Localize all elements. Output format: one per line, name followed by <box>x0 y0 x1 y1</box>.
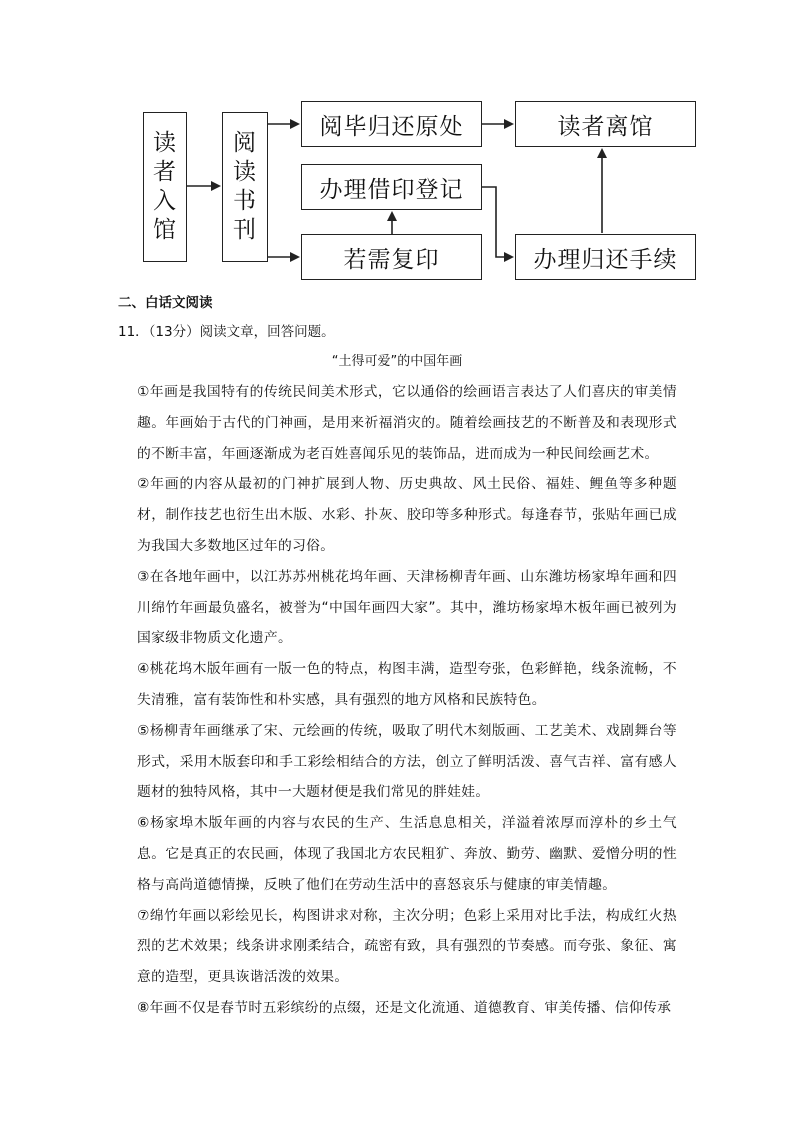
article-paragraph: ②年画的内容从最初的门神扩展到人物、历史典故、风土民俗、福娃、鲤鱼等多种题材，制作技艺也衍生出木版、水彩、扑灰、胶印等多种形式。每逢春节，张贴年画已成为我国大多数地区过年的习俗。 <box>137 476 677 554</box>
box-read-books <box>222 112 268 262</box>
article-paragraph: ③在各地年画中，以江苏苏州桃花坞年画、天津杨柳青年画、山东潍坊杨家埠年画和四川绵竹年画最负盛名，被誉为“中国年画四大家”。其中，潍坊杨家埠木板年画已被列为国家级非物质文化遗产。 <box>137 568 677 647</box>
article-paragraph: ④桃花坞木版年画有一版一色的特点，构图丰满，造型夸张，色彩鲜艳，线条流畅，不失清雅，富有装饰性和朴实感，具有强烈的地方风格和民族特色。 <box>137 661 677 708</box>
box-reader-enter-char: 读 <box>153 130 177 156</box>
flowchart <box>0 0 794 290</box>
box-return-original: 阅毕归还原处 <box>301 101 482 147</box>
box-need-copy: 若需复印 <box>301 234 482 280</box>
article-paragraph: ⑤杨柳青年画继承了宋、元绘画的传统，吸取了明代木刻版画、工艺美术、戏剧舞台等形式，采用木版套印和手工彩绘相结合的方法，创立了鲜明活泼、喜气吉祥、富有感人题材的独特风格，其中一大题材便是我们常见的胖娃娃。 <box>137 722 677 801</box>
article-title: “土得可爱”的中国年画 <box>331 354 463 369</box>
article-paragraph: ⑥杨家埠木版年画的内容与农民的生产、生活息息相关，洋溢着浓厚而淳朴的乡土气息。它是真正的农民画，体现了我国北方农民粗犷、奔放、勤劳、幽默、爱憎分明的性格与高尚道德情操，反映了他们在劳动生活中的喜怒哀乐与健康的审美情趣。 <box>137 815 677 893</box>
box-borrow-register: 办理借印登记 <box>301 164 482 210</box>
box-reader-enter-char: 者 <box>153 159 177 185</box>
article-paragraph: ⑦绵竹年画以彩绘见长，构图讲求对称，主次分明；色彩上采用对比手法，构成红火热烈的艺术效果；线条讲求刚柔结合，疏密有致，具有强烈的节奏感。而夸张、象征、寓意的造型，更具诙谐活泼的效果。 <box>137 907 677 986</box>
article-paragraph: ⑧年画不仅是春节时五彩缤纷的点缀，还是文化流通、道德教育、审美传播、信仰传承 <box>137 999 672 1016</box>
box-read-books-char: 阅 <box>233 130 257 156</box>
arrow-register-to-procedure <box>482 187 512 257</box>
box-reader-enter <box>143 112 187 262</box>
box-reader-enter-char: 入 <box>153 188 177 214</box>
box-reader-leave: 读者离馆 <box>515 101 696 147</box>
section-title: 二、白话文阅读 <box>118 295 213 311</box>
question-line: 11．（13分）阅读文章，回答问题。 <box>118 324 335 340</box>
box-read-books-char: 读 <box>233 159 257 185</box>
box-read-books-char: 刊 <box>233 217 257 243</box>
article-body <box>137 377 677 1024</box>
box-read-books-char: 书 <box>233 188 257 214</box>
box-reader-enter-char: 馆 <box>153 217 177 243</box>
article-paragraph: ①年画是我国特有的传统民间美术形式，它以通俗的绘画语言表达了人们喜庆的审美情趣。年画始于古代的门神画，是用来祈福消灾的。随着绘画技艺的不断普及和表现形式的不断丰富，年画逐渐成为老百姓喜闻乐见的装饰品，进而成为一种民间绘画艺术。 <box>137 384 677 462</box>
box-return-procedure: 办理归还手续 <box>515 234 696 280</box>
